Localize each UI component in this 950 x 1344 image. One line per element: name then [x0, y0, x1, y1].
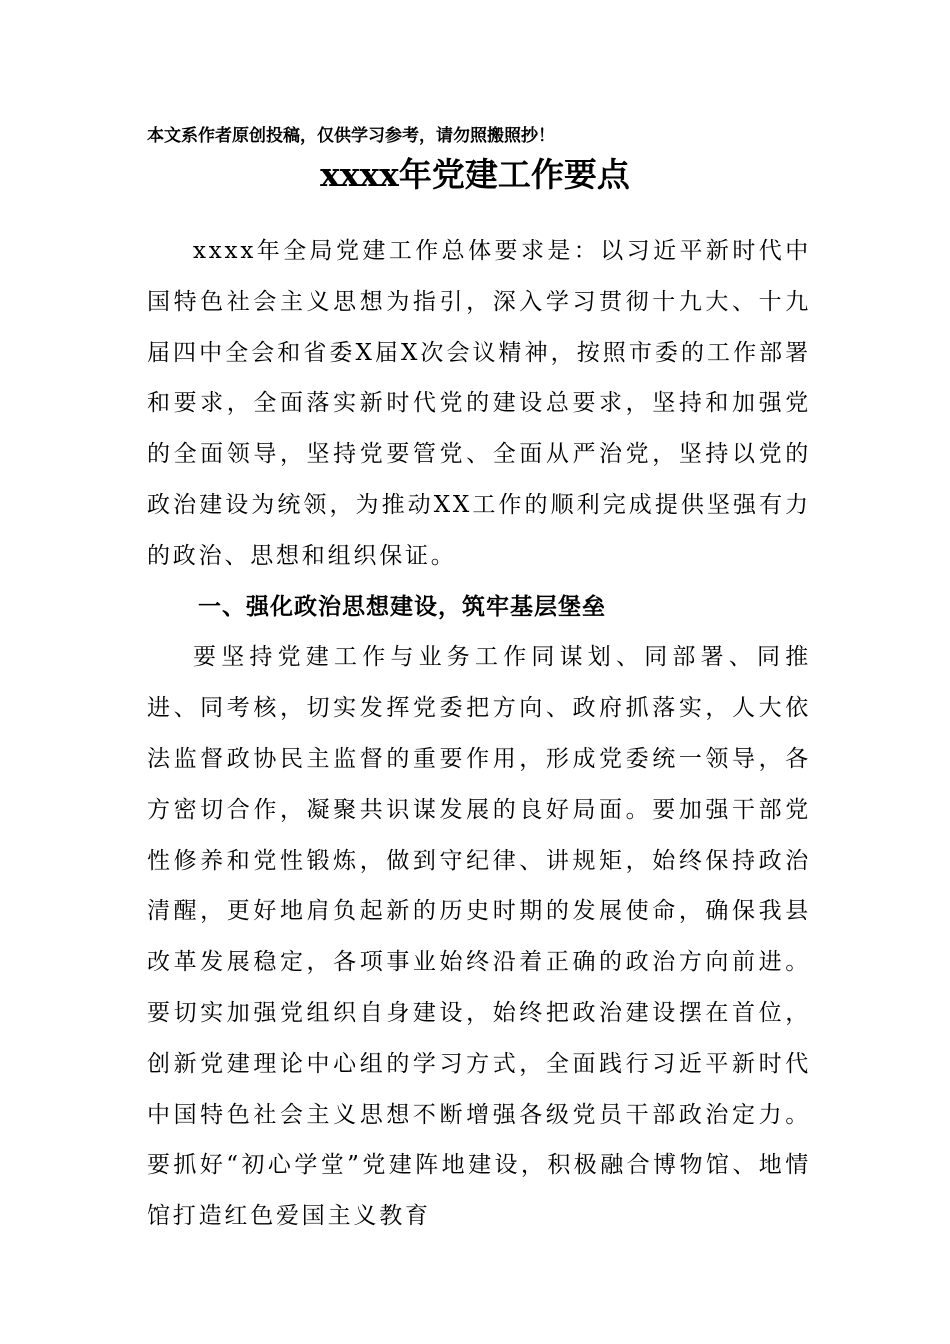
section-1-paragraph: 要坚持党建工作与业务工作同谋划、同部署、同推进、同考核，切实发挥党委把方向、政府抓落实，人大依法监督政协民主监督的重要作用，形成党委统一领导，各方密切合作，凝聚共识谋发展的良好局面。要加强干部党性修养和党性锻炼，做到守纪律、讲规矩，始终保持政治清醒，更好地肩负起新的历史时期的发展使命，确保我县改革发展稳定，各项事业始终沿着正确的政治方向前进。要切实加强党组织自身建设，始终把政治建设摆在首位，创新党建理论中心组的学习方式，全面践行习近平新时代中国特色社会主义思想不断增强各级党员干部政治定力。要抓好“初心学堂”党建阵地建设，积极融合博物馆、地情馆打造红色爱国主义教育: [147, 644, 811, 1230]
intro-paragraph: xxxx年全局党建工作总体要求是：以习近平新时代中国特色社会主义思想为指引，深入学习贯彻十九大、十九届四中全会和省委X届X次会议精神，按照市委的工作部署和要求，全面落实新时代党的建设总要求，坚持和加强党的全面领导，坚持党要管党、全面从严治党，坚持以党的政治建设为统领，为推动XX工作的顺利完成提供坚强有力的政治、思想和组织保证。: [147, 238, 811, 569]
document-body: [147, 226, 811, 1242]
document-title: xxxx年党建工作要点: [320, 155, 630, 194]
disclaimer-note: 本文系作者原创投稿，仅供学习参考，请勿照搬照抄！: [147, 126, 555, 146]
section-1-heading: 一、强化政治思想建设，筑牢基层堡垒: [198, 593, 606, 620]
